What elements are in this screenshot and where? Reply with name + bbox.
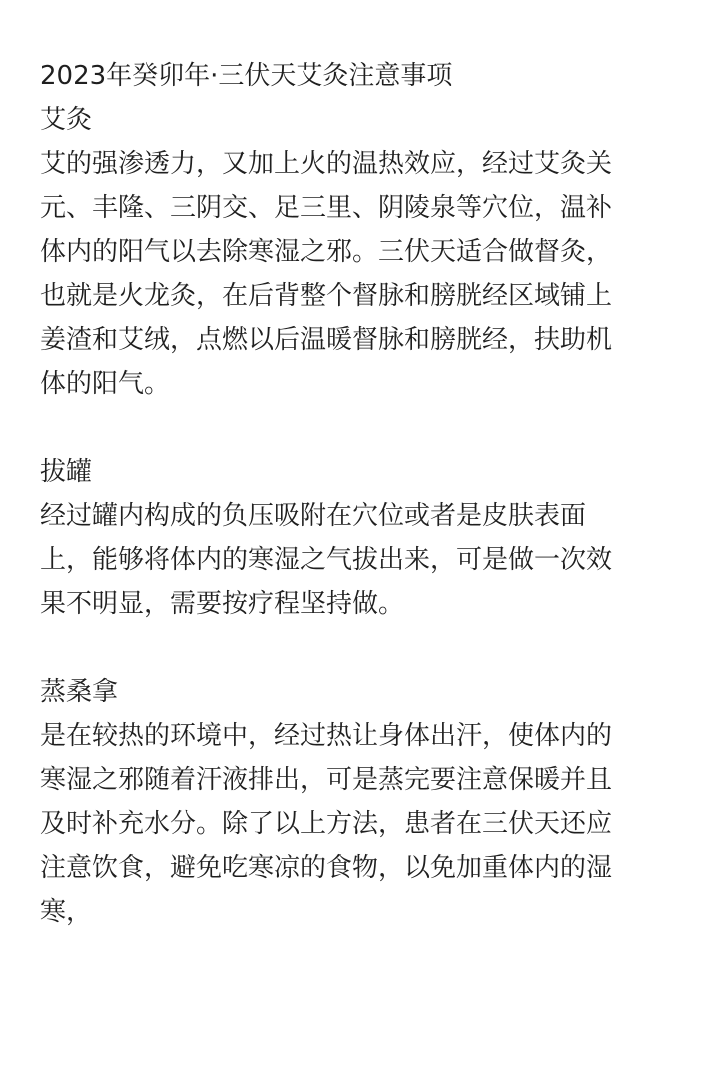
paragraph-line: 姜渣和艾绒，点燃以后温暖督脉和膀胱经，扶助机 (40, 325, 613, 355)
section-heading: 拔罐 (40, 457, 93, 487)
section-heading: 蒸桑拿 (40, 677, 119, 707)
paragraph-line: 寒湿之邪随着汗液排出，可是蒸完要注意保暖并且 (40, 765, 613, 795)
paragraph-line: 体内的阳气以去除寒湿之邪。三伏天适合做督灸， (40, 237, 613, 267)
paragraph-line: 也就是火龙灸，在后背整个督脉和膀胱经区域铺上 (40, 281, 613, 311)
section-spacer (40, 626, 690, 670)
section-cupping (40, 450, 690, 626)
section-spacer (40, 406, 690, 450)
section-heading: 艾灸 (40, 105, 93, 135)
paragraph-line: 体的阳气。 (40, 369, 171, 399)
paragraph-line: 经过罐内构成的负压吸附在穴位或者是皮肤表面 (40, 501, 587, 531)
paragraph-line: 及时补充水分。除了以上方法，患者在三伏天还应 (40, 809, 613, 839)
paragraph-line: 元、丰隆、三阴交、足三里、阴陵泉等穴位，温补 (40, 193, 613, 223)
document (40, 54, 690, 934)
paragraph-line: 是在较热的环境中，经过热让身体出汗，使体内的 (40, 721, 613, 751)
paragraph-line: 寒， (40, 897, 93, 927)
paragraph-line: 上，能够将体内的寒湿之气拔出来，可是做一次效 (40, 545, 613, 575)
paragraph-line: 艾的强渗透力，又加上火的温热效应，经过艾灸关 (40, 149, 613, 179)
paragraph-line: 注意饮食，避免吃寒凉的食物，以免加重体内的湿 (40, 853, 613, 883)
document-title: 2023年癸卯年·三伏天艾灸注意事项 (40, 61, 453, 91)
section-moxibustion (40, 98, 690, 406)
paragraph-line: 果不明显，需要按疗程坚持做。 (40, 589, 405, 619)
section-sauna (40, 670, 690, 934)
